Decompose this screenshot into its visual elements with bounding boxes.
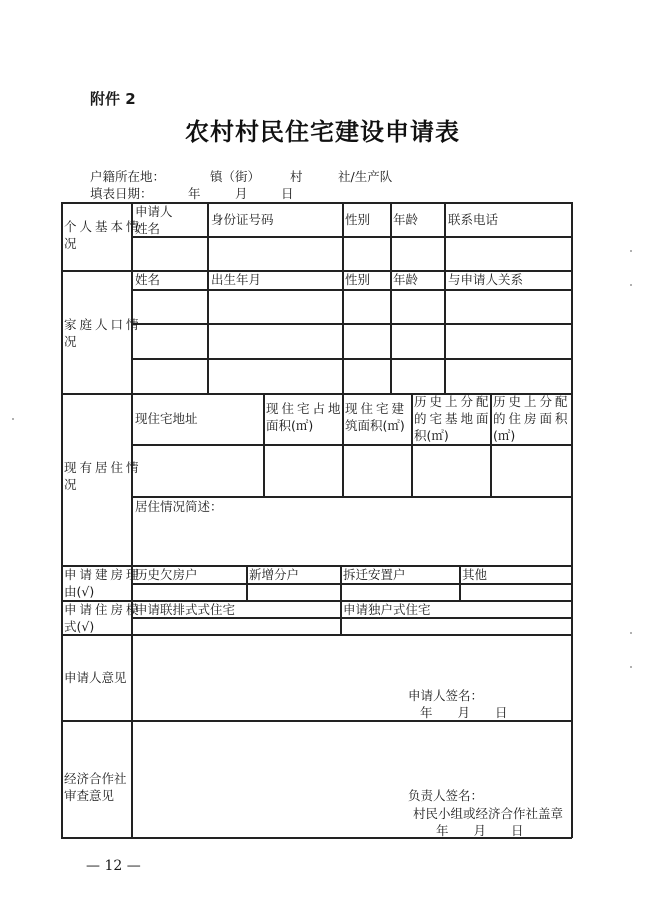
scan-speck bbox=[630, 284, 632, 286]
col-birth-date: 出生年月 bbox=[211, 272, 262, 287]
col-building-area bbox=[345, 400, 407, 434]
attachment-label: 附件 2 bbox=[90, 90, 136, 108]
applicant-opinion-label: 申请人意见 bbox=[64, 670, 127, 685]
col-relationship: 与申请人关系 bbox=[448, 272, 524, 287]
label-line: 筑面积(㎡) bbox=[345, 418, 405, 433]
scan-speck bbox=[630, 666, 632, 668]
summary-label: 居住情况简述： bbox=[135, 499, 223, 514]
team-label: 社/生产队 bbox=[338, 169, 393, 184]
col-historical-housing-area bbox=[493, 393, 571, 444]
col-age: 年龄 bbox=[393, 212, 419, 227]
reason-other: 其他 bbox=[462, 567, 488, 582]
label-line: 由(√) bbox=[64, 584, 95, 599]
label-line: 申请住房模 bbox=[64, 602, 142, 617]
fill-date-day: 日 bbox=[281, 186, 294, 201]
building-area-field[interactable] bbox=[344, 446, 411, 496]
scan-speck bbox=[12, 418, 14, 420]
mode-townhouse: 申请联排式式住宅 bbox=[135, 602, 236, 617]
label-line: 况 bbox=[64, 477, 77, 492]
reason-historical-shortage-checkbox[interactable] bbox=[133, 585, 246, 600]
label-line: 历史上分配 bbox=[493, 394, 571, 409]
family-row-2[interactable] bbox=[133, 325, 571, 358]
land-area-field[interactable] bbox=[265, 446, 342, 496]
label-line: (㎡) bbox=[493, 428, 516, 443]
gender-field[interactable] bbox=[344, 238, 390, 269]
reason-historical-shortage: 历史欠房户 bbox=[135, 567, 198, 582]
id-number-field[interactable] bbox=[209, 238, 342, 269]
label-line: 姓名 bbox=[135, 221, 161, 236]
document-title: 农村村民住宅建设申请表 bbox=[185, 117, 460, 146]
label-line: 审查意见 bbox=[64, 788, 115, 803]
cooperative-signature-date: 年 月 日 bbox=[436, 823, 524, 838]
col-applicant-name bbox=[135, 203, 173, 237]
reason-relocation-checkbox[interactable] bbox=[342, 585, 459, 600]
cooperative-review-label bbox=[64, 770, 127, 804]
label-line: 经济合作社 bbox=[64, 771, 127, 786]
applicant-name-field[interactable] bbox=[133, 238, 207, 269]
label-line: 式(√) bbox=[64, 619, 95, 634]
reason-section-label bbox=[64, 566, 142, 600]
label-line: 申请建房理 bbox=[64, 567, 142, 582]
label-line: 的宅基地面 bbox=[414, 411, 492, 426]
label-line: 申请人 bbox=[135, 204, 173, 219]
town-label: 镇（街） bbox=[210, 169, 261, 184]
fill-date-label: 填表日期： bbox=[90, 186, 153, 201]
cooperative-seal-label: 村民小组或经济合作社盖章 bbox=[413, 806, 564, 821]
village-label: 村 bbox=[290, 169, 303, 184]
reason-new-household-checkbox[interactable] bbox=[248, 585, 340, 600]
label-line: 现有居住情 bbox=[64, 460, 142, 475]
col-family-name: 姓名 bbox=[135, 272, 161, 287]
col-family-age: 年龄 bbox=[393, 272, 419, 287]
applicant-signature-date: 年 月 日 bbox=[420, 705, 508, 720]
label-line: 的住房面积 bbox=[493, 411, 571, 426]
fill-date-year: 年 bbox=[188, 186, 201, 201]
family-section-label bbox=[64, 316, 142, 350]
mode-townhouse-checkbox[interactable] bbox=[133, 619, 340, 634]
scan-speck bbox=[630, 632, 632, 634]
label-line: 现住宅建 bbox=[345, 401, 408, 416]
label-line: 家庭人口情 bbox=[64, 317, 142, 332]
label-line: 现住宅占地 bbox=[266, 401, 344, 416]
label-line: 面积(㎡) bbox=[266, 418, 314, 433]
col-gender: 性别 bbox=[345, 212, 371, 227]
scan-speck bbox=[630, 250, 632, 252]
phone-field[interactable] bbox=[446, 238, 571, 269]
housing-area-field[interactable] bbox=[492, 446, 571, 496]
border-left bbox=[61, 202, 63, 838]
current-address-field[interactable] bbox=[133, 446, 263, 496]
label-line: 历史上分配 bbox=[414, 394, 492, 409]
col-family-gender: 性别 bbox=[345, 272, 371, 287]
reason-relocation: 拆迁安置户 bbox=[343, 567, 406, 582]
label-line: 积(㎡) bbox=[414, 428, 449, 443]
mode-detached-checkbox[interactable] bbox=[342, 619, 571, 634]
col-historical-homestead-area bbox=[414, 393, 492, 444]
label-line: 况 bbox=[64, 334, 77, 349]
age-field[interactable] bbox=[392, 238, 444, 269]
mode-detached: 申请独户式住宅 bbox=[343, 602, 431, 617]
residence-label: 户籍所在地： bbox=[90, 169, 166, 184]
applicant-signature-label: 申请人签名： bbox=[408, 688, 484, 703]
residence-section-label bbox=[64, 459, 142, 493]
homestead-area-field[interactable] bbox=[413, 446, 490, 496]
col-current-address: 现住宅地址 bbox=[135, 411, 198, 426]
col-phone: 联系电话 bbox=[448, 212, 499, 227]
application-form-table bbox=[61, 202, 572, 838]
cooperative-signature-label: 负责人签名： bbox=[408, 788, 484, 803]
col-land-area bbox=[266, 400, 344, 434]
mode-section-label bbox=[64, 601, 142, 635]
page-number: — 12 — bbox=[86, 858, 141, 874]
border-right bbox=[571, 202, 573, 838]
reason-other-checkbox[interactable] bbox=[461, 585, 571, 600]
residence-summary-field[interactable] bbox=[135, 498, 569, 564]
fill-date-month: 月 bbox=[235, 186, 248, 201]
col-id-number: 身份证号码 bbox=[211, 212, 274, 227]
label-line: 个人基本情 bbox=[64, 219, 142, 234]
label-line: 况 bbox=[64, 236, 77, 251]
family-row-3[interactable] bbox=[133, 360, 571, 393]
personal-section-label bbox=[64, 218, 142, 252]
family-row-1[interactable] bbox=[133, 291, 571, 323]
reason-new-household: 新增分户 bbox=[249, 567, 300, 582]
